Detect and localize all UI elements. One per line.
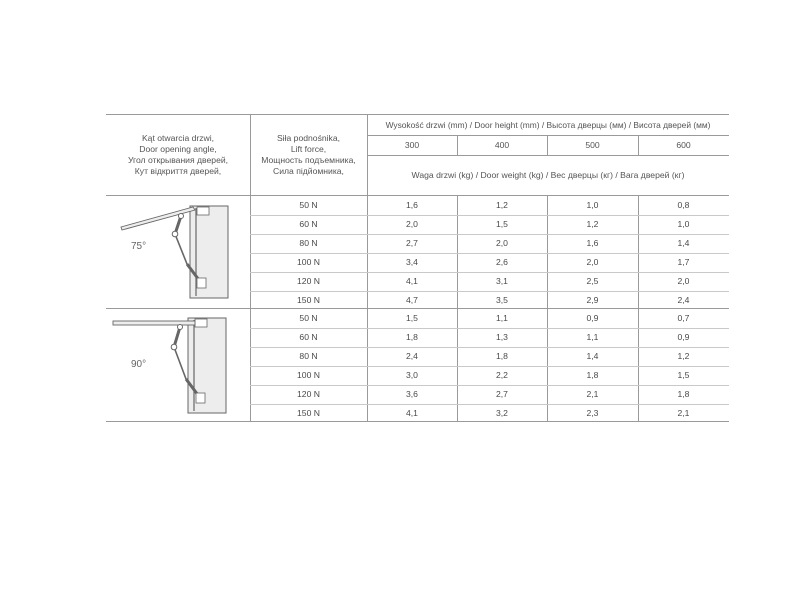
force-cell: 100 N (297, 257, 320, 267)
force-cell: 120 N (297, 276, 320, 286)
weight-cell: 1,0 (677, 219, 690, 229)
lift-90-diagram-icon (108, 315, 233, 417)
weight-cell: 4,1 (406, 408, 418, 418)
weight-cell: 1,1 (586, 332, 599, 342)
lift-75-diagram-icon (105, 198, 235, 300)
force-cell: 100 N (297, 370, 320, 380)
weight-cell: 2,1 (677, 408, 690, 418)
weight-cell: 2,6 (496, 257, 508, 267)
weight-cell: 1,5 (677, 370, 690, 380)
weight-cell: 2,9 (586, 295, 599, 305)
angle-header-line: Угол открывания дверей, (127, 155, 229, 165)
weight-cell: 1,8 (677, 389, 690, 399)
weight-cell: 3,6 (406, 389, 418, 399)
angle-label-90: 90° (131, 359, 147, 370)
weight-cell: 2,4 (677, 295, 690, 305)
weight-cell: 3,5 (496, 295, 508, 305)
force-cell: 50 N (299, 200, 318, 210)
weight-cell: 2,7 (406, 238, 418, 248)
weight-cell: 1,2 (496, 200, 508, 210)
weight-cell: 0,7 (677, 313, 690, 323)
weight-cell: 1,5 (496, 219, 508, 229)
door-height-header: Wysokość drzwi (mm) / Door height (mm) / Высота дверцы (мм) / Висота дверей (мм) (385, 120, 711, 130)
weight-cell: 1,8 (406, 332, 418, 342)
weight-cell: 2,0 (677, 276, 690, 286)
weight-cell: 3,0 (406, 370, 418, 380)
weight-cell: 3,4 (406, 257, 418, 267)
force-header-line: Сила підйомника, (273, 166, 344, 176)
weight-cell: 1,2 (586, 219, 599, 229)
weight-cell: 1,6 (406, 200, 418, 210)
weight-cell: 1,7 (677, 257, 690, 267)
weight-cell: 2,0 (406, 219, 418, 229)
weight-cell: 1,2 (677, 351, 690, 361)
weight-cell: 2,3 (586, 408, 599, 418)
door-weight-header: Waga drzwi (kg) / Door weight (kg) / Вес дверцы (кг) / Вага дверей (кг) (411, 170, 685, 180)
weight-cell: 0,9 (586, 313, 599, 323)
weight-cell: 1,1 (496, 313, 508, 323)
weight-cell: 3,1 (496, 276, 508, 286)
angle-column-header (106, 133, 250, 177)
height-300: 300 (404, 140, 420, 150)
force-cell: 120 N (297, 389, 320, 399)
weight-cell: 1,6 (586, 238, 599, 248)
weight-cell: 2,4 (406, 351, 418, 361)
angle-header-line: Кут відкриття дверей, (134, 166, 222, 176)
force-cell: 60 N (299, 219, 318, 229)
weight-cell: 1,0 (586, 200, 599, 210)
weight-cell: 0,9 (677, 332, 690, 342)
weight-cell: 2,0 (496, 238, 508, 248)
table-top-border (106, 114, 729, 115)
weight-cell: 1,4 (677, 238, 690, 248)
angle-header-line: Door opening angle, (139, 144, 217, 154)
force-header-line: Siła podnośnika, (276, 133, 341, 143)
weight-cell: 1,4 (586, 351, 599, 361)
force-cell: 150 N (297, 408, 320, 418)
force-cell: 50 N (299, 313, 318, 323)
height-500: 500 (585, 140, 600, 150)
angle-header-line: Kąt otwarcia drzwi, (141, 133, 215, 143)
weight-cell: 4,1 (406, 276, 418, 286)
header-heights-divider (367, 155, 729, 156)
force-header-line: Lift force, (290, 144, 327, 154)
weight-cell: 2,1 (586, 389, 599, 399)
weight-cell: 1,8 (496, 351, 508, 361)
angle-label-75: 75° (131, 241, 147, 252)
header-height-divider (367, 135, 729, 136)
weight-cell: 2,2 (496, 370, 508, 380)
weight-cell: 0,8 (677, 200, 690, 210)
weight-cell: 2,0 (586, 257, 599, 267)
weight-cell: 1,8 (586, 370, 599, 380)
force-cell: 80 N (299, 351, 318, 361)
weight-cell: 1,5 (406, 313, 418, 323)
weight-cell: 2,7 (496, 389, 508, 399)
height-600: 600 (676, 140, 691, 150)
force-column-header (250, 133, 367, 177)
force-cell: 80 N (299, 238, 318, 248)
weight-cell: 3,2 (496, 408, 508, 418)
weight-cell: 1,3 (496, 332, 508, 342)
force-cell: 150 N (297, 295, 320, 305)
force-header-line: Мощность подъемника, (261, 155, 356, 165)
height-400: 400 (494, 140, 510, 150)
weight-cell: 4,7 (406, 295, 418, 305)
force-cell: 60 N (299, 332, 318, 342)
weight-cell: 2,5 (586, 276, 599, 286)
